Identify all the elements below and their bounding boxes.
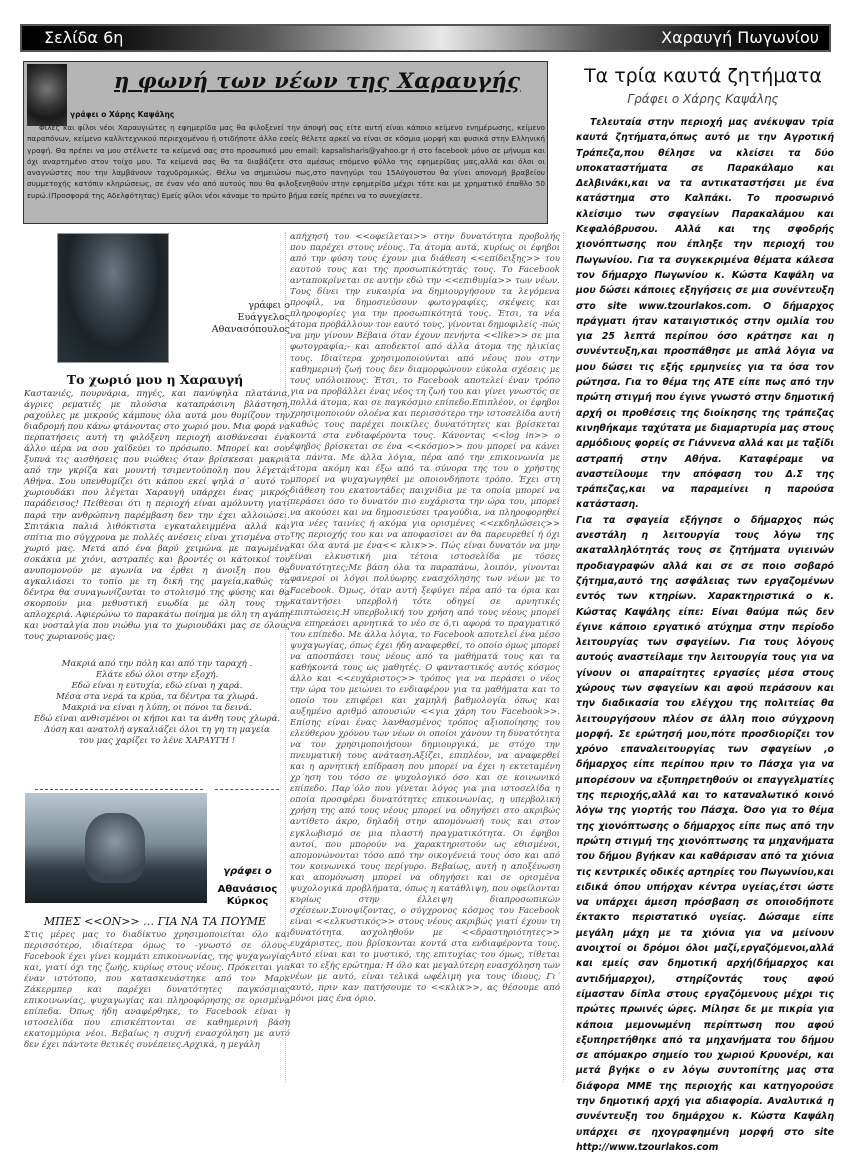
poem-line: Δύση και ανατολή αγκαλιάζει όλοι τη γη τη μαγεία [44,725,270,736]
issues-paragraph-1: Τελευταία στην περιοχή μας ανέκυψαν τρία καυτά ζητήματα,όπως αυτό με την Αγροτική Τράπεζα,που θέλησε να κλείσει τα δύο υποκαταστήματα σε Παρακάλαμο και Δελβινάκι,και να τα αντικαταστήσει με ένα κατάστημα στο Καλπάκι. Το προσωρινό κλείσιμο των σφαγείων Παρακαλάμου και Κεφαλόβρυσου. Αλλά και της σφοδρής χιονόπτωσης που έπληξε την περιοχή του Πωγωνίου. Για τα συγκεκριμένα θέματα κάλεσα τον δήμαρχο Πωγωνίου κ. Κώστα Καψάλη να μου δώσει κάποιες εξηγήσεις σε μια συνέντευξη στο site www.tzourlakos.com. Ο δήμαρχος πράγματι ήταν καταιγιστικός στην ομιλία του για 25 λεπτά περίπου όσο κράτησε και η συνέντευξη,και προσπάθησε με απλά λόγια να μου δώσει τις εξής ερμηνείες για τα όσα τον ρώτησα. Για το θέμα της ΑΤΕ είπε πως από την πρώτη στιγμή που έγινε γνωστό στην δημοτική αρχή οι προθέσεις της διοίκησης της τράπεζας κινηθήκαμε ταχύτατα με διαμαρτυρία μας στους αρμόδιους φορείς σε Γιάννενα αλλά και με ταξίδι αστραπή στην Αθήνα. Καταφέραμε να αναστείλουμε την απόφαση του Δ.Σ της τράπεζας,και να παραμείνει η παρούσα κατάσταση. [576,117,834,511]
poem-line: Εδώ είναι η ευτυχία, εδώ είναι η χαρά. [71,681,243,692]
facebook-article-title: ΜΠΕΣ <<ON>> … ΓΙΑ ΝΑ ΤΑ ΠΟΥΜΕ [43,915,267,928]
issues-paragraph-2: Για τα σφαγεία εξήγησε ο δήμαρχος πώς ανεστάλη η λειτουργία τους λόγω της ακαταλληλότητάς τους σε ζητήματα υγιεινών προδιαγραφών αλλά και σε σε ποιο σοβαρό ζήτημα,αυτό της ασφάλειας των εργαζομένων εντός των κτηρίων. Χαρακτηριστικά ο κ. Κώστας Καψάλης είπε: Είναι θαύμα πώς δεν έγινε κάποιο εργατικό ατύχημα στην περίοδο λειτουργίας των σφαγείων. Για τους λόγους αυτούς αναστείλαμε την λειτουργία τους για να γίνουν οι απαραίτητες εργασίες μέσα στους χώρους των σφαγείων και αφού περάσουν και την διαδικασία του ελέγχου της πολιτείας θα λειτουργήσουν πλέον σε άλλη ποιο σύγχρονη μορφή. Σε ερώτησή μου,πότε προσδιορίζει τον χρόνο επαναλειτουργίας των σφαγείων ,ο δήμαρχος είπε περίπου πριν το Πάσχα για να μπορέσουν να εξυπηρετηθούν οι επαγγελματίες της περιοχής,αλλά και το καταναλωτικό κοινό λόγω της γιορτής του Πάσχα. Όσο για το θέμα της χιονόπτωσης ο δήμαρχος είπε πως από την πρώτη στιγμή της χιονόπτωσης τα μηχανήματα του δήμου βγήκαν και καθάρισαν από τα χιόνια τις κεντρικές οδικές αρτηρίες του Πωγωνίου,και ειδικά όπου υπήρχαν κέντρα υγείας,έτσι ώστε να υπάρχει άμεση πρόσβαση σε οποιοδήποτε έκτακτο περιστατικό υγείας. Δώσαμε είπε μεγάλη μάχη με τα χιόνια για να μείνουν ανοιχτοί οι δρόμοι όλοι μαζί,εργαζόμενοι,αλλά και εμείς σαν δημοτική αρχή(δήμαρχος και αντιδήμαρχοι), στηρίζοντάς τους αφού είμασταν δίπλα στους εργαζόμενους μέχρι τις πρώτες πρωινές ώρες. Μίλησε δε με πικρία για κάποια μεμονωμένη περίπτωση που αφού εξυπηρετήθηκε από τα μηχανήματα του δήμου σε απόμακρο σημείο του χωριού Κρυονέρι, και μετά βγήκε ο εν λόγω συντοπίτης μας στα διάφορα ΜΜΕ της περιοχής και κατηγορούσε την δημοτική αρχή για αδιαφορία. Αναλυτικά η συνέντευξη του δημάρχου κ. Κώστα Καψάλη υπάρχει σε ηχογραφημένη μορφή στο site http://www.tzourlakos.com [576,514,834,1153]
author-line: Ευάγγελος [237,312,290,323]
village-poem [24,659,290,747]
column-separator [285,232,287,1082]
village-article-body: Καστανιές, πουρνάρια, πηγές, και πανύψηλα πλατάνια, άγριες ρεματιές με πλούσια καταπράσινη βλάστηση, ραχούλες με μικρούς κάμπους όλα αυτά μου θυμίζουν την διαδρομή που κάνω φτάνοντας στο χωριό μου. Μια φορά να περπατήσεις αυτή τη φιλόξενη περιοχή αισθάνεσαι ένα άλλο αέρα να σου χαϊδεύει το πρόσωπο. Μπορεί και σου ξυπνά τις αισθήσεις που νιώθεις όταν βρίσκεσαι μακριά από την γκρίζα και μουντή τσιμεντούπολη που λέγεται Αθήνα. Σου υπενθυμίζει ότι κάπου εκεί ψηλά σ΄ αυτό το χωριουδάκι που λέγεται Χαραυγή υπάρχει ένας μικρός παράδεισος! Πείθεσαι ότι η περιοχή είναι αμόλυντη γιατί παρά την ανθρώπινη παρέμβαση δεν την έχει αλλοιώσει. Σπιτάκια παλιά λιθόκτιστα εγκαταλειμμένα αλλά και σπίτια πιο σύγχρονα με πολλές ανέσεις είναι χτισμένα στο χωριό μας. Μετά από ένα βαρύ χειμώνα με παγωμένα σοκάκια με χιόνι, αστραπές και βροντές οι κάτοικοί του ανυπομονούν με αγωνία να έρθει η άνοιξη που θα αγκαλιάσει το τοπίο με τη δική της μαγεία,καθώς τα δέντρα θα συναγωνίζονται το στολισμό της φύσης και θα σκορπούν μια μεθυστική ευωδία με όλη τους την απλοχεριά. Αφιερώνω το παρακάτω ποίημα με όλη τη αγάπη και νοσταλγία που νιώθω για το χωριουδάκι μας σε όλους τους χωριανούς μας: [24,389,290,643]
poem-line: Ελάτε εδώ όλοι στην εξοχή. [95,670,219,681]
facebook-article-body-continued: απήχησή του <<οφείλεται>> στην δυνατότητα προβολής που παρέχει στους νέους. Τα άτομα αυτά, κυρίως οι έφηβοι από την φύση τους έχουν μια διάθεση <<επίδειξης>> του εαυτού τους και της προσωπικότητάς τους. Το Facebook ανταποκρίνεται σε αυτήν εδώ την <<επιθυμία>> των νέων. Τους δίνει την ευκαιρία να δημιουργήσουν τα λεγόμενα προφίλ, να δημοσιεύσουν φωτογραφίες, σκέψεις και πληροφορίες για την προσωπικότητά τους. Έτσι, τα νέα άτομα προβάλλουν τον εαυτό τους, γίνονται δημοφιλείς -πώς να μην γίνουν Βέβαια όταν έχουν πενήντα <<like>> σε μια φωτογραφία;- και αποδεκτοί από άλλα άτομα της ηλικίας τους. Ιδιαίτερα χρησιμοποιούνται από νέους που στην καθημερινή ζωή τους δεν διαμορφώνουν εύκολα σχέσεις με τους υπόλοιπους. Έτσι, το Facebook αποτελεί έναν τρόπο για να προβάλλει ένας νέος τη ζωή του και γίνει γνωστός σε πολλά άτομα, και σε παγκόσμιο επίπεδο.Επιπλέον, οι έφηβοι χρησιμοποιούν ολοένα και περισσότερο την ιστοσελίδα αυτή καθώς τους παρέχει ποικίλες δυνατότητες και βρίσκεται κοντά στα ενδιαφέροντα τους. Κάνοντας <<log in>> ο έφηβος βρίσκεται σε ένα <<κόσμο>> που μπορεί να κάνει τα πάντα. Με άλλα λόγια, πέρα από την επικοινωνία με άτομα ακόμη και έξω από τα σύνορα της του ο χρήστης μπορεί να ψυχαγωγηθεί με οποιονδήποτε τρόπο. Έχει στη διάθεση του εκατοντάδες παιχνίδια με τα οποία μπορεί να περάσει όσο το δυνατόν πιο ευχάριστα την ώρα του, μπορεί να ακούσει και να δημοσιεύσει τραγούδια, να πληροφορηθεί για νέες ταινίες ή ακόμα για ορισμένες <<εκδηλώσεις>> της περιοχής του και να αποφασίσει αν θα παρευρεθεί ή όχι και όλα αυτά με ένα<< κλικ>>. Πώς είναι δυνατόν να μην είναι ελκυστική μια τέτοια ιστοσελίδα με τόσες δυνατότητες;Με βάση όλα τα παραπάνω, λοιπόν, γίνονται φανεροί οι λόγοι πολύωρης ενασχόλησης των νέων με το Facebook. Όμως, όταν αυτή ξεφύγει πέρα από τα όρια και καταντήσει υπερβολή τότε οδηγεί σε αρνητικές επιπτώσεις.Η υπερβολική του χρήση από τους νέους μπορεί να επηρεάσει αρνητικά το νέο σε ό,τι αφορά το πραγματικό του επίπεδο. Με άλλα λόγια, το Facebook αποτελεί ένα μέσο ψυχαγωγίας, όπως έχει ήδη αναφερθεί, το οποίο όμως μπορεί να αποσπάσει τους νέους από τα μαθήματά τους και τα καθήκοντά τους ως μαθητές. Ο φανταστικός αυτός κόσμος άλλο και <<ευχάριστος>> τρόπος για να περάσει ο νέος την ώρα του μειώνει το ενδιαφέρον για τα μαθήματα και το οποίο του επιφέρει και χαμηλή βαθμολογία όπως και αυξημένο αριθμό απουσιών <<για χάρη του Facebook>>. Επίσης είναι ένας λανθασμένος τρόπος αξιοποίησης του ελεύθερου χρόνου των νέων οι οποίοι χάνουν τη δυνατότητα να τον χρησιμοποιήσουν δημιουργικά, με στόχο την πνευματική τους ανάταση.Αξίζει, επιπλέον, να αναφερθεί και η αρνητική επίδραση που μπορεί να έχει η εκτεταμένη χρ΄ηση του τόσο σε ψυχολογικό όσο και σε κοινωνικό επίπεδο. Παρ΄όλο που γίνεται λόγος για μια ιστοσελίδα η οποία προσφέρει δυνατότητες επικοινωνίας, η υπερβολική χρήση της από τους νέους μπορεί να οδηγήσει στο ακριβώς αντίθετο άκρο, δηλαδή στην απομόνωσή τους και στον εγκλωβισμό σε μια πλαστή πραγματικότητα. Οι έφηβοι αυτοί, που μπορούν να χαρακτηριστούν ως εθισμένοι, απομονώνονται τόσο από την οικογένειά τους όσο και από τον κοινωνικό τους περίγυρο. Βεβαίως, αυτή η αποξένωση και απομόνωση μπορεί να οδηγήσει και σε ορισμένα ψυχολογικά προβλήματα, όπως η κατάθλιψη, που οφείλονται κυρίως στην έλλειψη διαπροσωπικών σχέσεων.Συνοψίζοντας, ο σύγχρονος κόσμος του Facebook είναι <<ελκυστικός>> στους νέους ακριβώς γιατί έχουν τη δυνατότητα ασχοληθούν με <<δραστηριότητες>> ευχάριστες, που βρίσκονται κοντά στα ενδιαφέροντα τους. Αυτό είναι και το μυστικό, της επιτυχίας του όμως, τίθεται και το εξής ερώτημα: Η όλο και μεγαλύτερη ενασχόληση των νέων με αυτό, είναι τελικά ωφέλιμη για τους ίδιους; Γι΄ αυτό, πριν καν πατήσουμε το <<κλικ>>, ας θέσουμε από μόνοι μας ένα όριο. [290,232,560,1005]
column-separator [563,232,565,1082]
newspaper-name: Χαραυγή Πωγωνίου [661,28,819,47]
poem-line: Μακριά από την πόλη και από την ταραχή . [61,659,253,669]
author-prefix: γράφει ο [223,866,272,877]
facebook-article-body-start: Στις μέρες μας το διαδίκτυο χρησιμοποιείται όλο και περισσότερο, ιδιαίτερα όμως το -γνωστό σε όλους- Facebook έχει γίνει κομμάτι επικοινωνίας, της ψυχαγωγίας και, γιατί όχι της ζωής, κυρίως στους νέους. Πρόκειται για έναν ιστότοπο, που κατασκευάστηκε από τον Μαρκ Ζάκερμπερ και παρέχει δυνατότητες παγκόσμιας επικοινωνίας, ψυχαγωγίας και πληροφόρησης σε ορισμένα επίπεδα. Όπως ήδη αναφέρθηκε, το Facebook είναι η ιστοσελίδα που επισκέπτονται σε καθημερινή βάση εκατομμύρια νέοι. Βεβαίως η συχνή ενασχόληση με αυτό δεν έχει πάντοτε θετικές συνέπειες.Αρχικά, η μεγάλη [24,930,290,1051]
issues-article-title: Τα τρία καυτά ζητήματα [584,65,822,87]
page-header-banner [20,24,831,52]
youth-box-byline: γράφει ο Χάρης Καψάλης [70,110,175,119]
youth-voice-box [23,61,548,224]
poem-line: του μας χαρίζει το λένε ΧΑΡΑΥΓΗ ! [78,736,236,747]
page-number-label: Σελίδα 6η [44,28,124,47]
poem-line: Μέσα στα νερά τα κρύα, τα δέντρα τα χλωρά. [55,692,259,703]
youth-box-body: Φίλες και φίλοι νέοι Χαραυγιώτες η εφημερίδα μας θα φιλοξενεί την άποψή σας είτε αυτή είναι κάποιο κείμενο ενημέρωσης, κείμενο παραπόνων, κείμενο καλλιτεχνικού περιεχομένου ή οτιδήποτε άλλο εσείς θέλετε αρκεί να είναι σε κόσμια μορφή και φυσικά στην Ελληνική γραφή. Θα πρέπει να μου στέλνετε τα κείμενά σας στο προσωπικό μου email: kapsalisharis@yahoo.gr ή στο facebook μόνο σε μήνυμα και όχι αναρτημένο στον τοίχο μου. Τα κείμενά σας θα τα διαβάζετε στο αμέσως επόμενο φύλλο της εφημερίδας μας,αλλά και όλοι οι αναγνώστες που την λαμβάνουν ταχυδρομικώς. Θέλω να σημειώσω πως,στο πανηγύρι του 15Αύγουστου θα γίνει απονομή βραβείου συμμετοχής κατόπιν κληρώσεως, σε έναν νέο από αυτούς που θα φιλοξενηθούν στην εφημερίδα μέχρι τότε και με χρηματικό έπαθλο 50 ευρώ.(Προσφορά της Αδελφότητας) Εμείς φίλοι νέοι κάναμε το πρώτο βήμα εσείς πρέπει να το συνεχίσετε. [27,123,545,200]
village-article-title: Το χωριό μου η Χαραυγή [66,372,244,387]
author-photo-kyrkos [25,793,207,903]
issues-article-body [576,115,834,1155]
poem-line: Εδώ είναι ανθισμένοι οι κήποι και τα άνθη τους χλωρά. [33,714,281,725]
author-photo-kapsalis [27,64,67,126]
dashed-divider [35,789,203,790]
poem-line: Μακριά να είναι η λύπη, οι πόνοι τα δεινά. [62,703,252,714]
author-photo-athanasopoulos [57,233,169,363]
author-line: γράφει ο [248,300,290,311]
dashed-divider [215,789,279,790]
youth-box-title: η φωνή των νέων της Χαραυγής [114,68,521,93]
facebook-article-author [210,866,285,908]
village-article-author [172,300,290,336]
issues-article-author: Γράφει ο Χάρης Καψάλης [627,92,779,106]
author-name: Αθανάσιος Κύρκος [217,884,278,907]
author-line: Αθανασόπουλος [211,324,290,335]
